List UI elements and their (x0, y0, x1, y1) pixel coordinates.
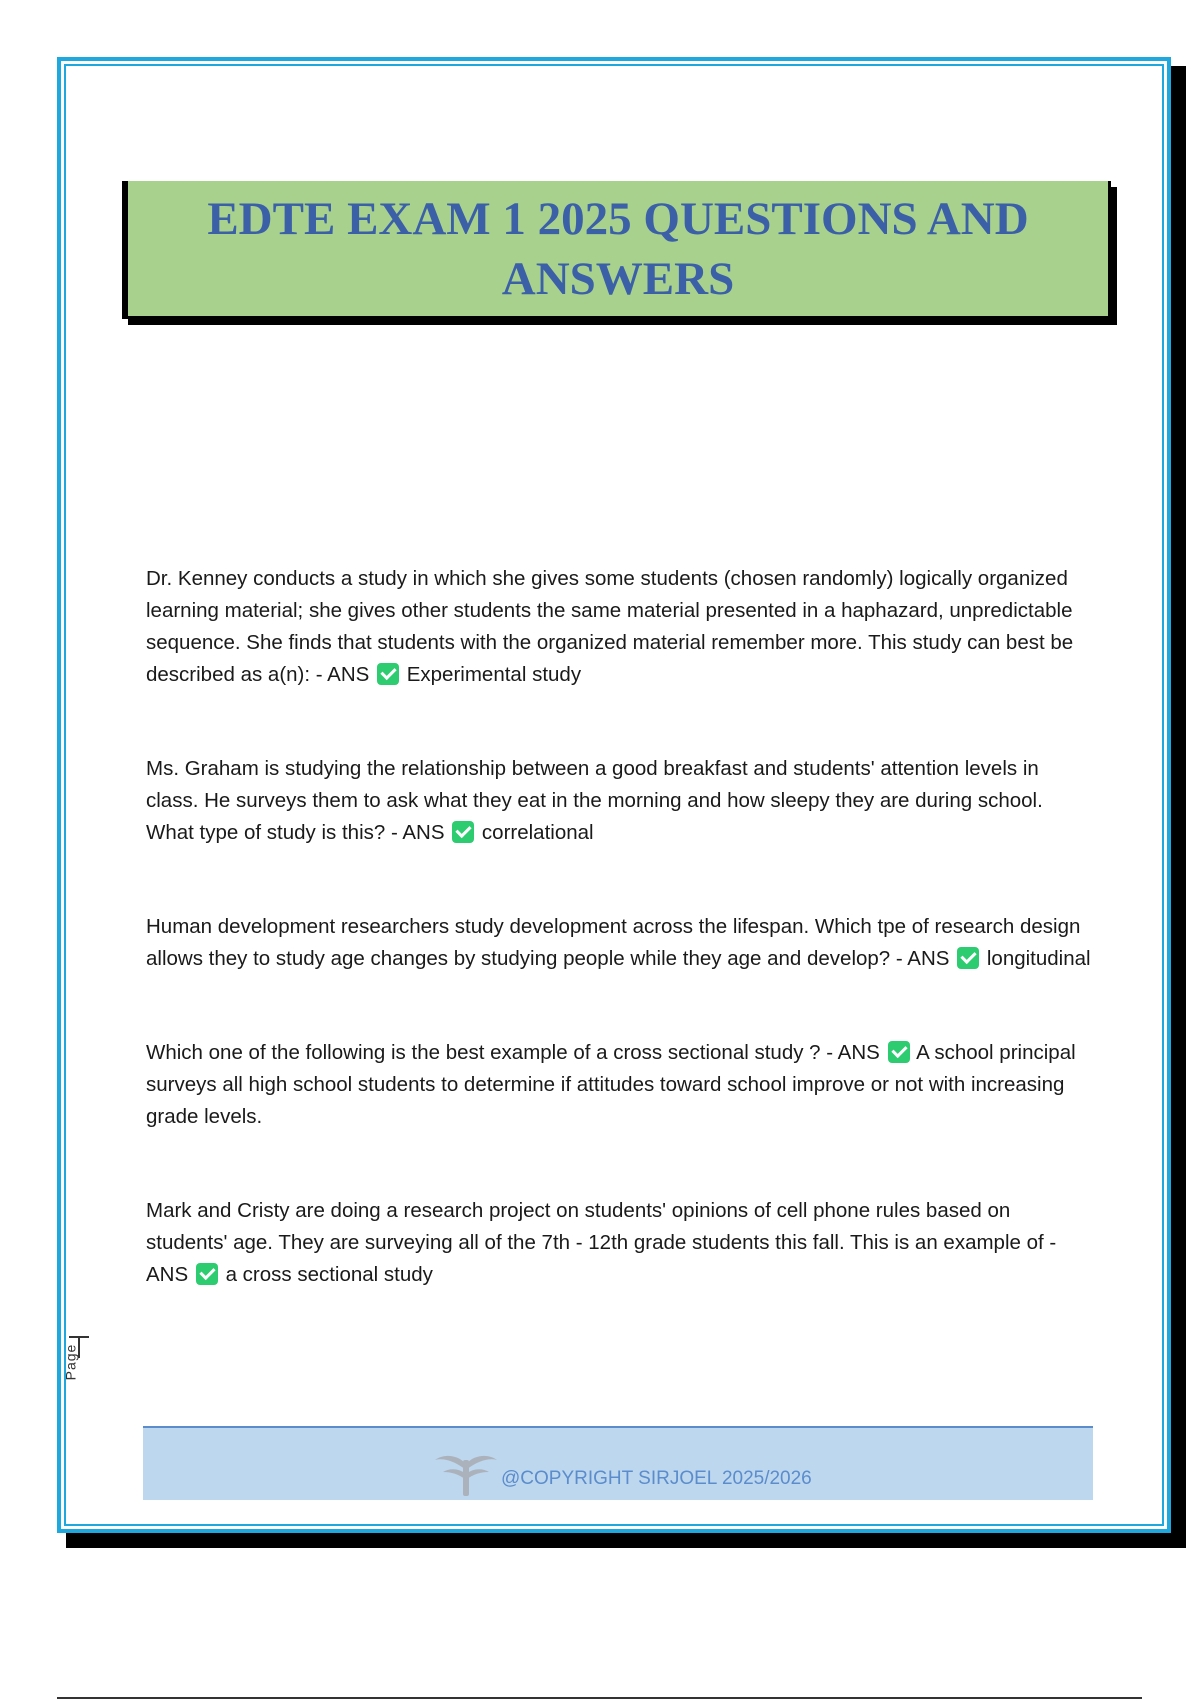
qa-item (146, 1037, 1096, 1133)
answer-text: a cross sectional study (225, 1263, 433, 1286)
qa-item (146, 563, 1096, 691)
document-title: EDTE EXAM 1 2025 QUESTIONS AND ANSWERS (207, 192, 1029, 305)
question-text: Which one of the following is the best example of a cross sectional study ? - ANS (146, 1041, 880, 1064)
page-label-text: Page (62, 1343, 79, 1381)
answer-text: Experimental study (406, 663, 582, 686)
tree-logo-icon (429, 1446, 505, 1496)
question-text: Dr. Kenney conducts a study in which she gives some students (chosen randomly) logically organized learning material; she gives other students the same material presented in a haphazard, unpredictable sequence. She finds that students with the organized material remember more. This study can best be described as a(n): - ANS (146, 567, 1074, 686)
copyright-text: @COPYRIGHT SIRJOEL 2025/2026 (501, 1468, 812, 1489)
answer-text: A school principal surveys all high school students to determine if attitudes toward school improve or not with increasing grade levels. (146, 1041, 1076, 1128)
bottom-rule (57, 1697, 1142, 1699)
qa-item (146, 1195, 1096, 1291)
answer-text: correlational (481, 821, 594, 844)
check-icon (377, 663, 399, 685)
footer-band (143, 1426, 1093, 1500)
page-number-label (62, 1336, 88, 1396)
qa-item (146, 911, 1096, 975)
title-banner (122, 181, 1111, 319)
answer-text: longitudinal (986, 947, 1091, 970)
check-icon (196, 1263, 218, 1285)
qa-item (146, 753, 1096, 849)
question-text: Ms. Graham is studying the relationship between a good breakfast and students' attention levels in class. He surveys them to ask what they eat in the morning and how sleepy they are during school. What type of study is this? - ANS (146, 757, 1043, 844)
question-text: Mark and Cristy are doing a research project on students' opinions of cell phone rules based on students' age. They are surveying all of the 7th - 12th grade students this fall. This is an example of - ANS (146, 1199, 1057, 1286)
question-text: Human development researchers study development across the lifespan. Which tpe of research design allows they to study age changes by studying people while they age and develop? - ANS (146, 915, 1081, 970)
check-icon (957, 947, 979, 969)
check-icon (452, 821, 474, 843)
qa-list (146, 563, 1096, 1291)
check-icon (888, 1041, 910, 1063)
